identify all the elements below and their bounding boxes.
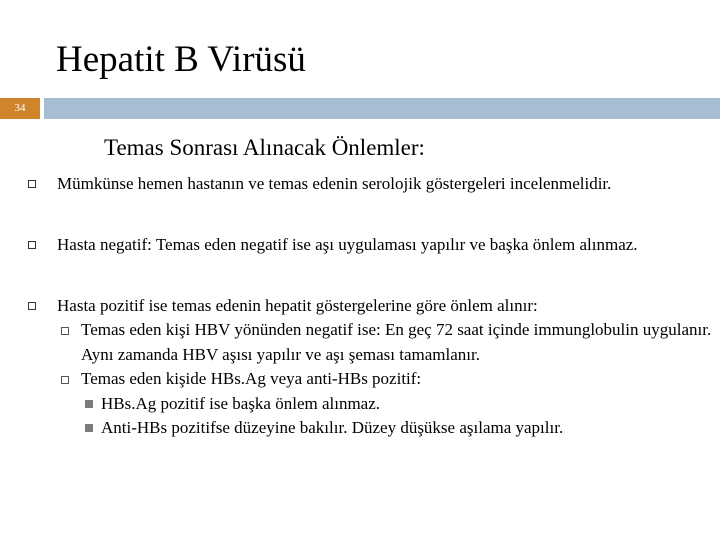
bullet-item — [28, 172, 718, 196]
section-subtitle: Temas Sonrası Alınacak Önlemler: — [104, 135, 425, 160]
sub-sub-bullet-text: Anti-HBs pozitifse düzeyine bakılır. Düzey düşükse aşılama yapılır. — [101, 418, 564, 437]
sub-sub-bullet-list — [81, 392, 718, 441]
bullet-text: Hasta pozitif ise temas edenin hepatit göstergelerine göre önlem alınır: — [57, 296, 538, 315]
filled-square-bullet-icon — [85, 424, 93, 432]
bullet-text: Mümkünse hemen hastanın ve temas edenin serolojik göstergeleri incelenmelidir. — [57, 174, 612, 193]
sub-sub-bullet-item — [81, 392, 718, 417]
bullet-text: Hasta negatif: Temas eden negatif ise aşı uygulaması yapılır ve başka önlem alınmaz. — [57, 235, 638, 254]
bullet-item — [28, 294, 718, 441]
hollow-square-bullet-icon — [61, 327, 69, 335]
hollow-square-bullet-icon — [28, 180, 36, 188]
bullet-list — [28, 172, 718, 441]
sub-sub-bullet-text: HBs.Ag pozitif ise başka önlem alınmaz. — [101, 393, 381, 413]
hollow-square-bullet-icon — [28, 241, 36, 249]
hollow-square-bullet-icon — [28, 302, 36, 310]
sub-bullet-text: Temas eden kişide HBs.Ag veya anti-HBs pozitif: — [81, 369, 422, 388]
hollow-square-bullet-icon — [61, 376, 69, 384]
slide-title: Hepatit B Virüsü — [56, 39, 306, 80]
sub-sub-bullet-item — [81, 416, 718, 441]
sub-bullet-item — [57, 318, 718, 367]
sub-bullet-list — [57, 318, 718, 441]
filled-square-bullet-icon — [85, 400, 93, 408]
bullet-item — [28, 233, 718, 257]
sub-bullet-item — [57, 367, 718, 441]
header-bar — [44, 98, 720, 119]
slide-number: 34 — [0, 98, 40, 119]
sub-bullet-text: Temas eden kişi HBV yönünden negatif ise: En geç 72 saat içinde immunglobulin uygulanır. Aynı zamanda HBV aşısı yapılır ve aşı şeması tamamlanır. — [81, 320, 712, 364]
